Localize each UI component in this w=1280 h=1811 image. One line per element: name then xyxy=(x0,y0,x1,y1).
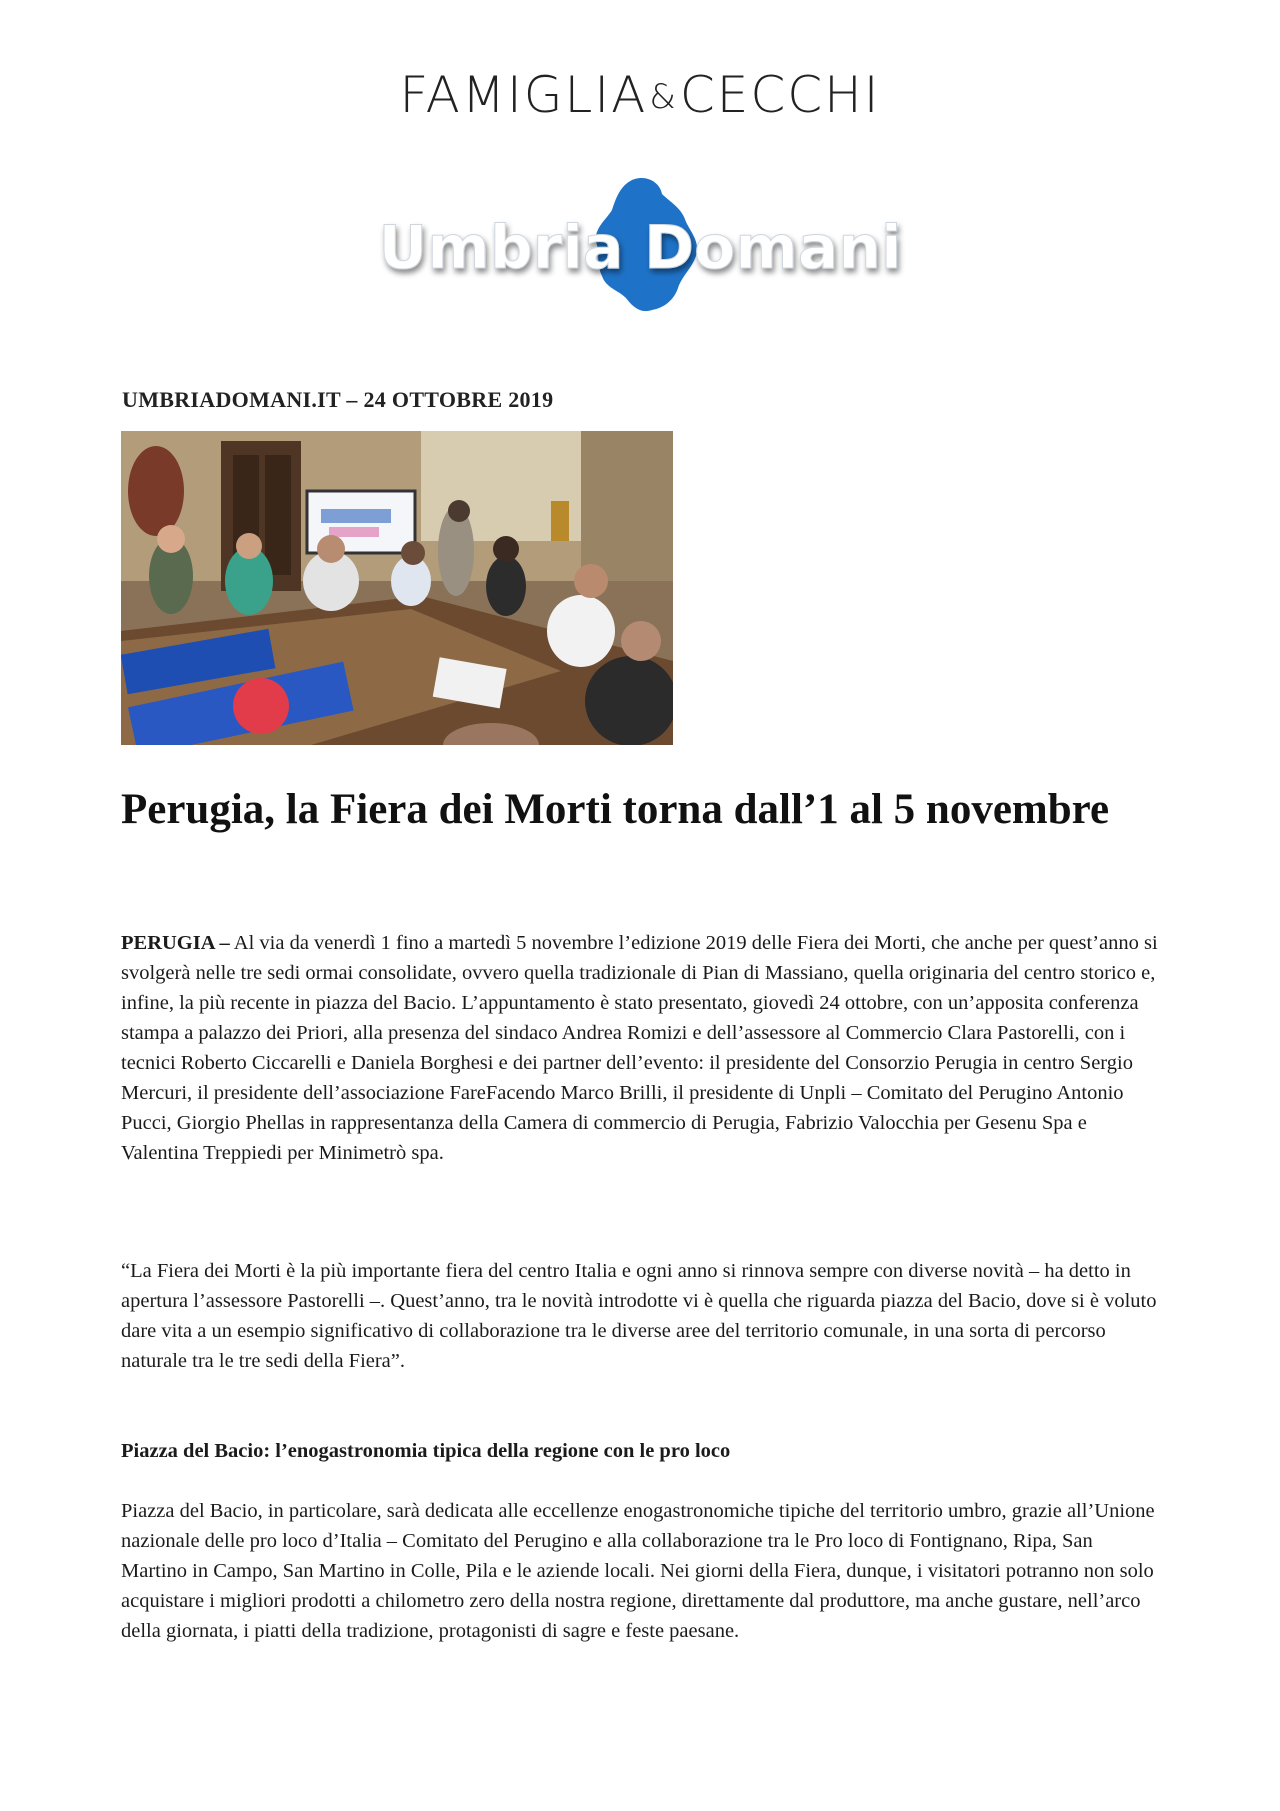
brand-wordmark xyxy=(0,66,1280,124)
umbria-map-icon xyxy=(370,172,910,322)
source-dateline: UMBRIADOMANI.IT – 24 OTTOBRE 2019 xyxy=(122,387,554,412)
brand-cecchi: CECCHI xyxy=(679,66,881,124)
logo-text: Umbria Domani xyxy=(378,213,902,283)
dateline-lead: PERUGIA – xyxy=(121,932,230,954)
article-paragraph-2: “La Fiera dei Morti è la più importante fiera del centro Italia e ogni anno si rinnova sempre con diverse novità – ha detto in apertura l’assessore Pastorelli –. Quest’anno, tra le novità introdotte vi è quella che riguarda piazza del Bacio, dove si è voluto dare vita a un esempio significativo di collaborazione tra le diverse aree del territorio comunale, in una sorta di percorso naturale tra le tre sedi della Fiera”. xyxy=(121,1260,1157,1372)
article-subheading: Piazza del Bacio: l’enogastronomia tipica della regione con le pro loco xyxy=(121,1440,731,1462)
article-paragraph-3: Piazza del Bacio, in particolare, sarà dedicata alle eccellenze enogastronomiche tipiche del territorio umbro, grazie all’Unione nazionale delle pro loco d’Italia – Comitato del Perugino e alla collaborazione tra le Pro loco di Fontignano, Ripa, San Martino in Campo, San Martino in Colle, Pila e le aziende locali. Nei giorni della Fiera, dunque, i visitatori potranno non solo acquistare i migliori prodotti a chilometro zero della nostra regione, direttamente dal produttore, ma anche gustare, nell’arco della giornata, i piatti della tradizione, protagonisti di sagre e feste paesane. xyxy=(121,1500,1155,1642)
brand-ampersand: & xyxy=(649,77,678,117)
article-paragraph-1 xyxy=(121,928,1161,1168)
umbria-domani-logo xyxy=(370,172,910,322)
article-title: Perugia, la Fiera dei Morti torna dall’1 al 5 novembre xyxy=(121,786,1110,833)
press-conference-photo xyxy=(121,431,673,745)
paragraph-1-text: Al via da venerdì 1 fino a martedì 5 novembre l’edizione 2019 delle Fiera dei Morti, che anche per quest’anno si svolgerà nelle tre sedi ormai consolidate, ovvero quella tradizionale di Pian di Massiano, quella originaria del centro storico e, infine, la più recente in piazza del Bacio. L’appuntamento è stato presentato, giovedì 24 ottobre, con un’apposita conferenza stampa a palazzo dei Priori, alla presenza del sindaco Andrea Romizi e dell’assessore al Commercio Clara Pastorelli, con i tecnici Roberto Ciccarelli e Daniela Borghesi e dei partner dell’evento: il presidente del Consorzio Perugia in centro Sergio Mercuri, il presidente dell’associazione FareFacendo Marco Brilli, il presidente di Unpli – Comitato del Perugino Antonio Pucci, Giorgio Phellas in rappresentanza della Camera di commercio di Perugia, Fabrizio Valocchia per Gesenu Spa e Valentina Treppiedi per Minimetrò spa. xyxy=(121,932,1158,1164)
brand-famiglia: FAMIGLIA xyxy=(399,66,648,124)
